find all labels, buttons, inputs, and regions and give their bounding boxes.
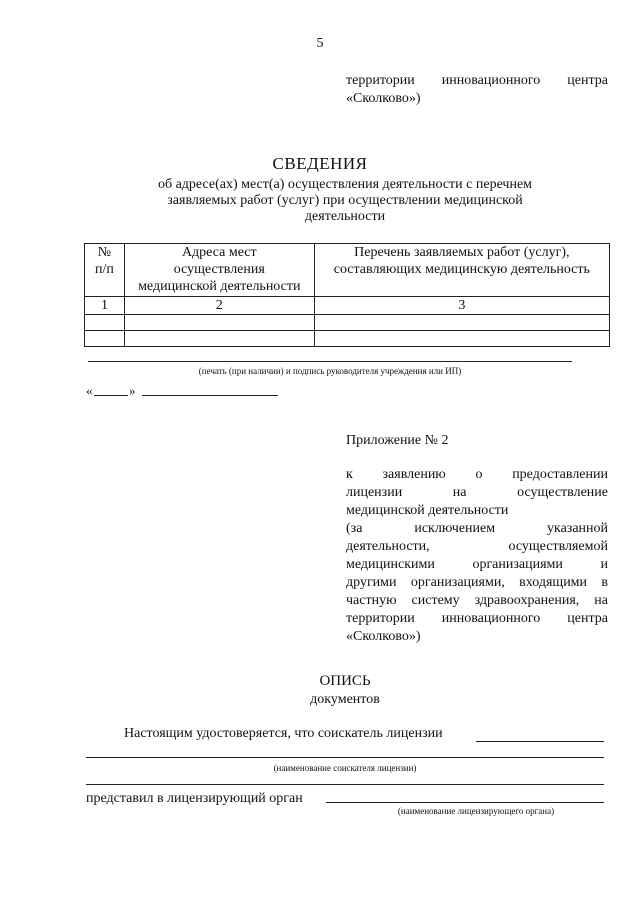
signature-caption: (печать (при наличии) и подпись руководителя учреждения или ИП) — [198, 366, 462, 376]
appendix2-block: к заявлению о предоставлении лицензии на осуществление медицинской деятельности (за исключением указанной деятельности, осуществляемой медицинскими организациями и другими организациями, входящими в частную систему здравоохранения, на территории инновационного центра «Сколково») — [346, 467, 609, 644]
table-header-row — [85, 244, 610, 297]
certify-text: Настоящим удостоверяется, что соискатель лицензии — [124, 726, 443, 741]
header-services: Перечень заявляемых работ (услуг), составляющих медицинскую деятельность — [314, 244, 609, 297]
table-row — [85, 315, 610, 331]
header-number: № п/п — [85, 244, 125, 297]
date-day-field[interactable] — [94, 395, 128, 396]
table-column-numbers-row — [85, 297, 610, 315]
section2-subtitle: документов — [310, 692, 380, 707]
header-addresses: Адреса мест осуществления медицинской деятельности — [124, 244, 314, 297]
date-open-quote: « — [86, 383, 93, 398]
authority-name-field[interactable] — [326, 802, 604, 803]
appendix2-heading: Приложение № 2 — [346, 433, 449, 448]
date-close-quote: » — [129, 383, 136, 398]
applicant-caption: (наименование соискателя лицензии) — [273, 763, 417, 773]
section1-title: СВЕДЕНИЯ — [272, 154, 368, 173]
column-number-1: 1 — [85, 297, 125, 315]
applicant-name-field-2[interactable] — [86, 784, 604, 785]
page-number: 5 — [316, 36, 324, 51]
date-month-year-field[interactable] — [142, 395, 278, 396]
submitted-text: представил в лицензирующий орган — [86, 791, 303, 806]
applicant-name-field[interactable] — [476, 741, 604, 742]
signature-line[interactable] — [88, 361, 572, 362]
column-number-3: 3 — [314, 297, 609, 315]
applicant-name-field-cont[interactable] — [86, 757, 604, 758]
authority-caption: (наименование лицензирующего органа) — [397, 806, 555, 816]
prev-appendix-line-2: «Сколково») — [346, 91, 421, 106]
column-number-2: 2 — [124, 297, 314, 315]
section1-subtitle: об адресе(ах) мест(а) осуществления деятельности с перечнем заявляемых работ (услуг) при осуществлении медицинской деятельности — [157, 177, 533, 224]
prev-appendix-line-1: территории инновационного центра — [346, 73, 608, 88]
addresses-table — [84, 243, 610, 347]
section2-title: ОПИСЬ — [319, 673, 371, 689]
table-row — [85, 331, 610, 347]
